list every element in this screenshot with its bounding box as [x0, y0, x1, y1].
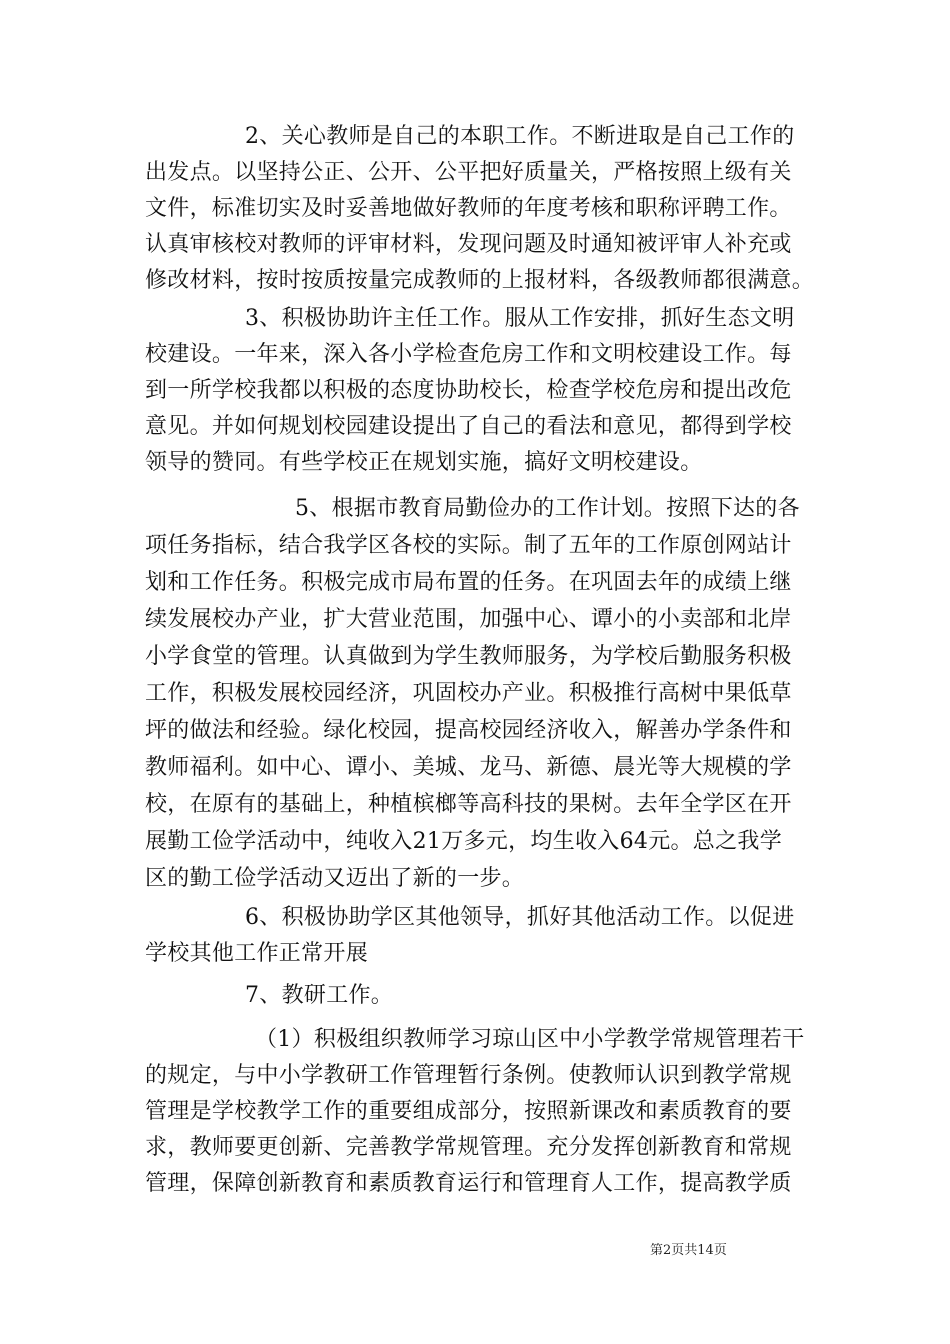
text-line: 学校其他工作正常开展	[145, 941, 369, 966]
text-line: 划和工作任务。积极完成市局布置的任务。在巩固去年的成绩上继	[145, 570, 792, 595]
page-number: 第2页共14页	[650, 1243, 727, 1258]
text-line: 工作，积极发展校园经济，巩固校办产业。积极推行高树中果低草	[145, 681, 792, 706]
text-line: 区的勤工俭学活动又迈出了新的一步。	[145, 866, 525, 891]
text-line: 续发展校办产业，扩大营业范围，加强中心、谭小的小卖部和北岸	[145, 607, 792, 632]
text-line: 5、根据市教育局勤俭办的工作计划。按照下达的各	[295, 496, 800, 521]
text-line: 认真审核校对教师的评审材料，发现问题及时通知被评审人补充或	[145, 232, 792, 257]
text-line: 3、积极协助许主任工作。服从工作安排，抓好生态文明	[245, 306, 795, 331]
text-line: 管理，保障创新教育和素质教育运行和管理育人工作，提高教学质	[145, 1171, 792, 1196]
text-line: 的规定，与中小学教研工作管理暂行条例。使教师认识到教学常规	[145, 1063, 792, 1088]
text-line: 求，教师要更创新、完善教学常规管理。充分发挥创新教育和常规	[145, 1135, 792, 1160]
text-line: 项任务指标，结合我学区各校的实际。制了五年的工作原创网站计	[145, 533, 792, 558]
text-line: （1）积极组织教师学习琼山区中小学教学常规管理若干	[255, 1027, 805, 1052]
text-line: 领导的赞同。有些学校正在规划实施，搞好文明校建设。	[145, 450, 703, 475]
text-line: 管理是学校教学工作的重要组成部分，按照新课改和素质教育的要	[145, 1099, 792, 1124]
text-line: 小学食堂的管理。认真做到为学生教师服务，为学校后勤服务积极	[145, 644, 792, 669]
text-line: 7、教研工作。	[245, 983, 394, 1008]
text-line: 到一所学校我都以积极的态度协助校长，检查学校危房和提出改危	[145, 378, 792, 403]
text-line: 教师福利。如中心、谭小、美城、龙马、新德、晨光等大规模的学	[145, 755, 792, 780]
text-line: 意见。并如何规划校园建设提出了自己的看法和意见，都得到学校	[145, 414, 792, 439]
text-line: 坪的做法和经验。绿化校园，提高校园经济收入，解善办学条件和	[145, 718, 792, 743]
text-line: 文件，标准切实及时妥善地做好教师的年度考核和职称评聘工作。	[145, 196, 792, 221]
text-line: 校，在原有的基础上，种植槟榔等高科技的果树。去年全学区在开	[145, 792, 792, 817]
text-line: 6、积极协助学区其他领导，抓好其他活动工作。以促进	[245, 905, 795, 930]
text-line: 展勤工俭学活动中，纯收入21万多元，均生收入64元。总之我学	[145, 829, 782, 854]
text-line: 2、关心教师是自己的本职工作。不断进取是自己工作的	[245, 124, 795, 149]
text-line: 修改材料，按时按质按量完成教师的上报材料，各级教师都很满意。	[145, 268, 815, 293]
text-line: 校建设。一年来，深入各小学检查危房工作和文明校建设工作。每	[145, 342, 792, 367]
text-line: 出发点。以坚持公正、公开、公平把好质量关，严格按照上级有关	[145, 160, 792, 185]
